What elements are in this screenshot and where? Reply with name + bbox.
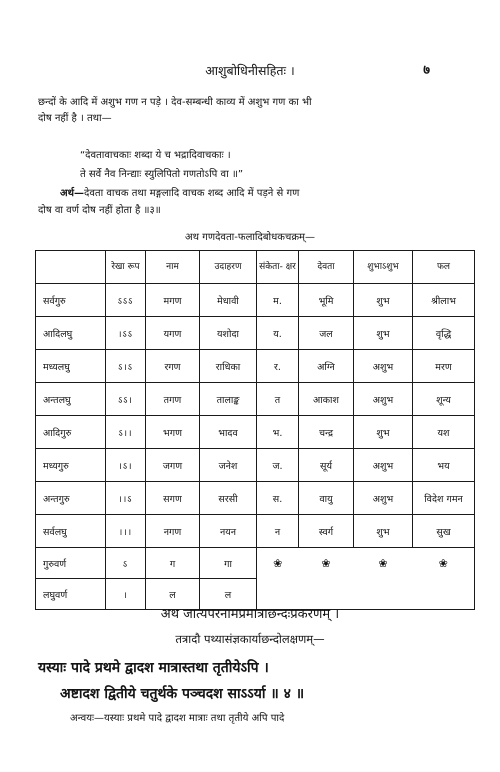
table-cell: ।।ऽ: [106, 482, 146, 515]
flower-ornament: ❀: [257, 548, 299, 579]
table-row: [36, 515, 475, 548]
table-cell: ऽ: [106, 548, 146, 579]
table-cell: अशुभ: [354, 482, 413, 515]
table-cell: भ.: [257, 416, 299, 449]
table-cell: शुभ: [354, 284, 413, 317]
quoted-verse-line-2: ते सर्वे नैव निन्द्याः स्युलिपितो गणतोऽपि वा ॥”: [80, 169, 244, 180]
row-label-cell: मध्यलघु: [36, 350, 106, 383]
table-cell: चन्द्र: [299, 416, 354, 449]
meaning-text-1: देवता वाचक तथा मङ्गलादि वाचक शब्द आदि में पड़ने से गण: [84, 188, 300, 199]
table-cell: नयन: [200, 515, 257, 548]
header-cell: देवता: [299, 251, 354, 284]
table-cell: शून्य: [413, 383, 475, 416]
table-cell: ।ऽ।: [106, 449, 146, 482]
table-cell: अशुभ: [354, 350, 413, 383]
table-cell: य.: [257, 317, 299, 350]
table-caption: अथ गणदेवता-फलादिबोधकचक्रम्—: [185, 232, 315, 243]
row-label-cell: मध्यगुरु: [36, 449, 106, 482]
table-cell: विदेश गमन: [413, 482, 475, 515]
table-cell: ऽ।।: [106, 416, 146, 449]
table-cell: सगण: [146, 482, 200, 515]
table-cell: भादव: [200, 416, 257, 449]
table-cell: स.: [257, 482, 299, 515]
table-row: [36, 350, 475, 383]
table-cell: ऽऽ।: [106, 383, 146, 416]
table-cell: सुख: [413, 515, 475, 548]
anvaya-line: अन्वयः—यस्याः प्रथमे पादे द्वादश मात्राः तथा तृतीये अपि पादे: [70, 713, 285, 724]
table-cell: जल: [299, 317, 354, 350]
table-cell: स्वर्ग: [299, 515, 354, 548]
table-cell: भगण: [146, 416, 200, 449]
flower-ornament: ❀: [413, 548, 475, 579]
table-row: [36, 284, 475, 317]
quoted-verse-line-1: “देवतावाचकाः शब्दा ये च भद्रादिवाचकाः ।: [80, 150, 231, 161]
table-cell: अशुभ: [354, 383, 413, 416]
table-cell: ग: [146, 548, 200, 579]
table-row: [36, 482, 475, 515]
table-cell: ल: [200, 579, 257, 610]
flower-ornament: ❀: [299, 548, 354, 579]
row-label-cell: आदिलघु: [36, 317, 106, 350]
section-title: अथ जात्यपरनामप्रमात्राछन्दःप्रकरणम् ।: [160, 607, 340, 622]
intro-line-2: दोष नहीं है । तथा—: [38, 113, 112, 124]
table-row: [36, 383, 475, 416]
table-cell: गा: [200, 548, 257, 579]
row-label-cell: लघुवर्ण: [36, 579, 106, 610]
table-cell: ।ऽऽ: [106, 317, 146, 350]
gana-table: [35, 250, 475, 610]
header-cell: [36, 251, 106, 284]
table-cell: र.: [257, 350, 299, 383]
table-cell: भूमि: [299, 284, 354, 317]
meaning-line-2: दोष वा वर्ण दोष नहीं होता है ॥३॥: [38, 205, 161, 216]
table-cell: वायु: [299, 482, 354, 515]
table-cell: शुभ: [354, 317, 413, 350]
meaning-label: अर्थ—: [60, 188, 85, 199]
table-row: [36, 416, 475, 449]
table-cell: जनेश: [200, 449, 257, 482]
table-cell: सूर्य: [299, 449, 354, 482]
table-cell: यश: [413, 416, 475, 449]
table-cell: नगण: [146, 515, 200, 548]
table-cell: अशुभ: [354, 449, 413, 482]
table-cell: म.: [257, 284, 299, 317]
table-cell: ज.: [257, 449, 299, 482]
table-cell: तगण: [146, 383, 200, 416]
table-cell: अग्नि: [299, 350, 354, 383]
section-subtitle: तत्रादौ पथ्यासंज्ञकार्याछन्दोलक्षणम्—: [175, 632, 325, 646]
table-cell: तालाङ्क: [200, 383, 257, 416]
header-cell: उदाहरण: [200, 251, 257, 284]
row-label-cell: सर्वगुरु: [36, 284, 106, 317]
table-cell: न: [257, 515, 299, 548]
table-cell: राधिका: [200, 350, 257, 383]
row-label-cell: सर्वलघु: [36, 515, 106, 548]
table-cell: श्रीलाभ: [413, 284, 475, 317]
table-cell: शुभ: [354, 515, 413, 548]
header-cell: संकेता- क्षर: [257, 251, 299, 284]
table-cell: मगण: [146, 284, 200, 317]
running-header: आशुबोधिनीसहितः ।: [205, 63, 295, 78]
header-cell: नाम: [146, 251, 200, 284]
header-cell: फल: [413, 251, 475, 284]
meaning-line-1: [60, 186, 470, 202]
table-row: [36, 317, 475, 350]
intro-line-1: छन्दों के आदि में अशुभ गण न पड़े । देव-सम्बन्धी काव्य में अशुभ गण का भी: [38, 97, 312, 108]
table-header-row: [36, 251, 475, 284]
table-cell: ल: [146, 579, 200, 610]
table-cell: जगण: [146, 449, 200, 482]
table-row: [36, 449, 475, 482]
table-cell: ।।।: [106, 515, 146, 548]
table-row: [36, 548, 475, 579]
arya-verse-line-2: अष्टादश द्वितीये चतुर्थके पञ्चदश साऽऽर्या ॥ ४ ॥: [60, 686, 305, 702]
table-cell: आकाश: [299, 383, 354, 416]
arya-verse-line-1: यस्याः पादे प्रथमे द्वादश मात्रास्तथा तृतीयेऽपि ।: [38, 660, 269, 676]
table-cell: रगण: [146, 350, 200, 383]
flower-ornament: ❀: [354, 548, 413, 579]
table-cell: यशोदा: [200, 317, 257, 350]
page-number: ७: [423, 63, 430, 78]
table-cell: मरण: [413, 350, 475, 383]
table-cell: मेधावी: [200, 284, 257, 317]
table-cell: सरसी: [200, 482, 257, 515]
table-cell: ।: [106, 579, 146, 610]
table-cell: ऽऽऽ: [106, 284, 146, 317]
table-cell: यगण: [146, 317, 200, 350]
table-cell: ऽ।ऽ: [106, 350, 146, 383]
table-cell: त: [257, 383, 299, 416]
table-cell: शुभ: [354, 416, 413, 449]
table-cell: वृद्धि: [413, 317, 475, 350]
row-label-cell: आदिगुरु: [36, 416, 106, 449]
header-cell: रेखा रूप: [106, 251, 146, 284]
table-cell: भय: [413, 449, 475, 482]
header-cell: शुभाऽशुभ: [354, 251, 413, 284]
row-label-cell: अन्तगुरु: [36, 482, 106, 515]
row-label-cell: गुरुवर्ण: [36, 548, 106, 579]
row-label-cell: अन्तलघु: [36, 383, 106, 416]
